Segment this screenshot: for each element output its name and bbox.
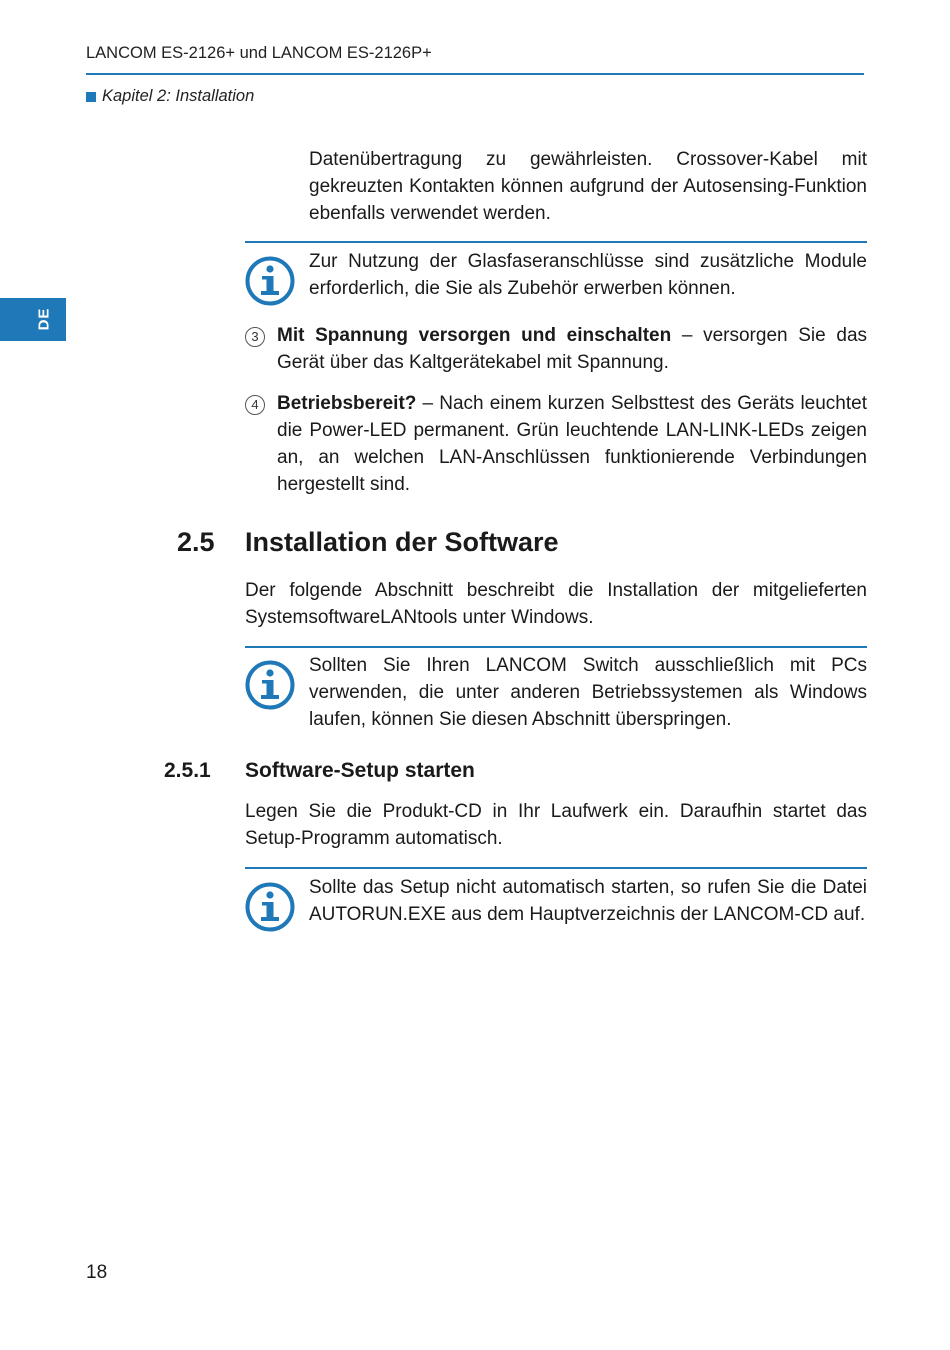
header-rule: [86, 73, 864, 75]
step-text: [277, 390, 867, 498]
info-note-text: Sollten Sie Ihren LANCOM Switch ausschließlich mit PCs verwenden, die unter anderen Betriebssystemen als Windows laufen, können Sie diesen Abschnitt überspringen.: [309, 655, 867, 730]
info-icon: [245, 882, 295, 932]
intro-paragraph: Datenübertragung zu gewährleisten. Crossover-Kabel mit gekreuzten Kontakten können aufgrund der Autosensing-Funktion ebenfalls verwendet werden.: [309, 149, 867, 224]
language-tab-label: DE: [35, 307, 53, 331]
language-tab: [0, 298, 66, 341]
subsection-heading: Software-Setup starten: [245, 759, 475, 782]
step-title: Betriebsbereit?: [277, 393, 417, 414]
info-rule: [245, 867, 867, 869]
section-number: 2.5: [177, 527, 215, 557]
step-number-badge: 4: [245, 395, 265, 415]
info-icon: [245, 256, 295, 306]
step-description: – Nach einem kurzen Selbsttest des Geräts leuchtet die Power-LED permanent. Grün leuchtende LAN-LINK-LEDs zeigen an, an welchen LAN-Anschlüssen funktionierende Verbindungen hergestellt sind.: [277, 393, 867, 495]
section-heading: Installation der Software: [245, 527, 559, 557]
list-item: [245, 322, 867, 376]
section-paragraph: Der folgende Abschnitt beschreibt die Installation der mitgelieferten SystemsoftwareLANtools unter Windows.: [245, 580, 867, 628]
subsection-paragraph: Legen Sie die Produkt-CD in Ihr Laufwerk ein. Daraufhin startet das Setup-Programm automatisch.: [245, 801, 867, 849]
info-icon: [245, 660, 295, 710]
step-number-badge: 3: [245, 327, 265, 347]
chapter-label: [86, 87, 254, 106]
info-note-text: Sollte das Setup nicht automatisch starten, so rufen Sie die Datei AUTORUN.EXE aus dem Hauptverzeichnis der LANCOM-CD auf.: [309, 877, 867, 925]
info-rule: [245, 646, 867, 648]
step-title: Mit Spannung versorgen und einschalten: [277, 325, 672, 346]
info-note-text: Zur Nutzung der Glasfaseranschlüsse sind zusätzliche Module erforderlich, die Sie als Zubehör erwerben können.: [309, 251, 867, 299]
header-title: LANCOM ES-2126+ und LANCOM ES-2126P+: [86, 44, 432, 62]
chapter-square-icon: [86, 92, 96, 102]
step-description: – versorgen Sie das Gerät über das Kaltgerätekabel mit Spannung.: [277, 325, 868, 373]
page-number: 18: [86, 1262, 108, 1283]
chapter-title: Kapitel 2: Installation: [102, 87, 255, 105]
list-item: [245, 390, 867, 498]
step-text: [277, 322, 867, 376]
subsection-number: 2.5.1: [164, 759, 211, 782]
info-rule: [245, 241, 867, 243]
